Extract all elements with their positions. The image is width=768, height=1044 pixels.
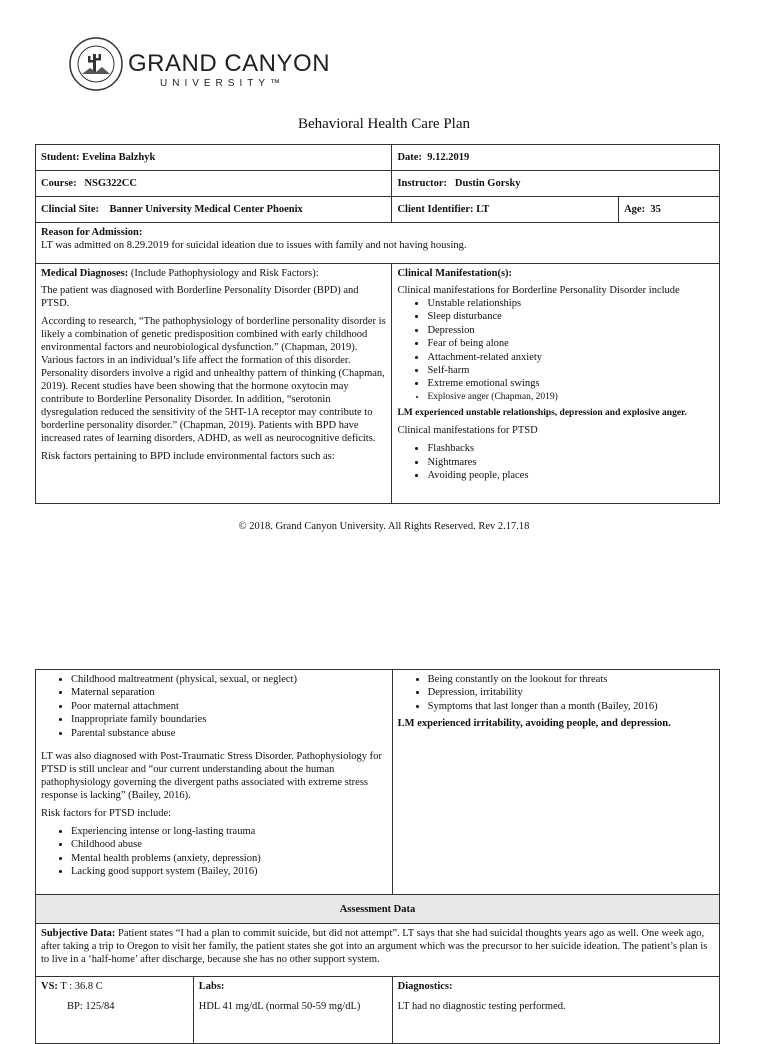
site-cell: Clincial Site: Banner University Medical Center Phoenix xyxy=(36,197,392,223)
list-item: • Unstable relationships xyxy=(427,297,714,310)
ptsd-manifestations-list xyxy=(398,673,714,713)
gcu-logo xyxy=(68,36,331,98)
list-item: • Being constantly on the lookout for threats xyxy=(428,673,714,686)
list-item: • Depression, irritability xyxy=(428,686,714,699)
brand-subtitle: UNIVERSITY™ xyxy=(160,78,286,89)
subjective-data-cell xyxy=(36,924,720,977)
bpd-note: LM experienced unstable relationships, depression and explosive anger. xyxy=(397,408,687,419)
diagnoses-cell xyxy=(36,264,392,504)
bpd-risk-list xyxy=(41,673,387,740)
list-item: • Parental substance abuse xyxy=(71,727,387,740)
diagnostics-text: LT had no diagnostic testing performed. xyxy=(397,1001,566,1012)
vs-label: VS: xyxy=(41,981,58,992)
list-item: • Nightmares xyxy=(427,456,714,469)
subjective-label: Subjective Data: xyxy=(41,928,116,939)
vs-temperature: T : 36.8 C xyxy=(60,981,103,992)
list-item: • Fear of being alone xyxy=(427,337,714,350)
subjective-text: Patient states “I had a plan to commit suicide, but did not attempt”. LT says that she had suicidal thoughts years ago as well. One week ago, after taking a trip to Oregon to visit her family, the patient states she got into an argument which was the precursor to her suicide ideation. The patient’s plan is to live in a ‘half-home’ after discharge, because she has no other support system. xyxy=(41,928,708,965)
list-item: • Poor maternal attachment xyxy=(71,700,387,713)
ptsd-paragraph: LT was also diagnosed with Post-Traumatic Stress Disorder. Pathophysiology for PTSD is still unclear and “our current understanding about the human pathophysiology governing the divergent paths associated with extreme stress response is lacking” (Bailey, 2016). xyxy=(41,751,382,802)
list-item: • Avoiding people, places xyxy=(427,469,714,482)
vitals-cell xyxy=(36,977,194,1044)
course-value: NSG322CC xyxy=(84,178,137,189)
admission-cell xyxy=(36,223,720,264)
student-cell: Student: Evelina Balzhyk xyxy=(36,145,392,171)
list-item: • Attachment-related anxiety xyxy=(427,351,714,364)
date-value: 9.12.2019 xyxy=(427,152,470,163)
risk-factors-cell xyxy=(36,670,393,895)
ptsd-risk-intro: Risk factors for PTSD include: xyxy=(41,808,172,820)
diagnostics-label: Diagnostics: xyxy=(397,981,453,992)
labs-cell xyxy=(193,977,392,1044)
manifestations-cell xyxy=(392,264,720,504)
instructor-value: Dustin Gorsky xyxy=(454,178,521,189)
assessment-data-heading: Assessment Data xyxy=(36,895,720,924)
university-seal-icon xyxy=(68,36,124,92)
list-item: • Inappropriate family boundaries xyxy=(71,713,387,726)
manifestations-label: Clinical Manifestation(s): xyxy=(397,268,513,279)
list-item: • Depression xyxy=(427,324,714,337)
list-item: • Flashbacks xyxy=(427,442,714,455)
list-item: • Explosive anger (Chapman, 2019) xyxy=(427,391,714,404)
list-item: • Self-harm xyxy=(427,364,714,377)
admission-text: LT was admitted on 8.29.2019 for suicidal ideation due to issues with family and not having housing. xyxy=(41,240,467,251)
age-value: 35 xyxy=(650,204,661,215)
instructor-cell: Instructor: Dustin Gorsky xyxy=(392,171,720,197)
diagnoses-note: (Include Pathophysiology and Risk Factors): xyxy=(128,268,319,279)
list-item: • Maternal separation xyxy=(71,686,387,699)
list-item: • Experiencing intense or long-lasting trauma xyxy=(71,825,387,838)
list-item: • Symptoms that last longer than a month (Bailey, 2016) xyxy=(428,700,714,713)
list-item: • Extreme emotional swings xyxy=(427,377,714,390)
labs-label: Labs: xyxy=(198,981,225,992)
diagnoses-label: Medical Diagnoses: xyxy=(41,268,129,279)
care-plan-table xyxy=(35,144,720,504)
bpd-intro: Clinical manifestations for Borderline Personality Disorder include xyxy=(397,285,680,296)
document-title: Behavioral Health Care Plan xyxy=(297,116,471,132)
ptsd-manifestations-cell xyxy=(392,670,719,895)
date-cell: Date: 9.12.2019 xyxy=(392,145,720,171)
bpd-list xyxy=(397,297,714,404)
care-plan-table-continued xyxy=(35,669,720,1044)
list-item: • Mental health problems (anxiety, depression) xyxy=(71,852,387,865)
copyright-footer: © 2018. Grand Canyon University. All Rights Reserved. Rev 2.17.18 xyxy=(238,521,530,532)
student-name: Evelina Balzhyk xyxy=(82,152,156,163)
labs-hdl: HDL 41 mg/dL (normal 50-59 mg/dL) xyxy=(198,1001,361,1012)
diagnostics-cell xyxy=(392,977,719,1044)
list-item: • Lacking good support system (Bailey, 2016) xyxy=(71,865,387,878)
diagnoses-p2: According to research, “The pathophysiology of borderline personality disorder is likely a combination of genetic predisposition combined with early childhood environmental factors and neurobiological dysfunction.” (Chapman, 2019). Various factors in an individual’s life affect the formation of this disorder. Personality disorders involve a rigid and unhealthy pattern of thinking (Chapman, 2019). Recent studies have been showing that the hormone oxytocin may contribute to Borderline Personality Disorder. In addition, “serotonin dysregulation reduced the sensitivity of the 5HT-1A receptor may contribute to borderline personality disorder.” (Chapman, 2019). Patients with BPD have increased rates of learning disorders, ADHD, as well as neurocognitive deficits. xyxy=(41,316,386,444)
ptsd-intro: Clinical manifestations for PTSD xyxy=(397,425,538,437)
list-item: • Childhood maltreatment (physical, sexual, or neglect) xyxy=(71,673,387,686)
admission-label: Reason for Admission: xyxy=(41,227,143,238)
brand-name: GRAND CANYON xyxy=(128,50,331,77)
course-cell: Course: NSG322CC xyxy=(36,171,392,197)
diagnoses-p3: Risk factors pertaining to BPD include environmental factors such as: xyxy=(41,451,335,462)
diagnoses-p1: The patient was diagnosed with Borderline Personality Disorder (BPD) and PTSD. xyxy=(41,285,359,309)
list-item: • Childhood abuse xyxy=(71,838,387,851)
client-cell: Client Identifier: LT xyxy=(392,197,619,223)
client-value: LT xyxy=(476,204,490,215)
ptsd-note: LM experienced irritability, avoiding people, and depression. xyxy=(397,718,671,730)
age-cell: Age: 35 xyxy=(619,197,720,223)
vs-blood-pressure: BP: 125/84 xyxy=(67,1001,115,1012)
ptsd-list xyxy=(397,442,714,482)
ptsd-risk-list xyxy=(41,825,387,879)
site-value: Banner University Medical Center Phoenix xyxy=(109,204,303,215)
list-item: • Sleep disturbance xyxy=(427,310,714,323)
